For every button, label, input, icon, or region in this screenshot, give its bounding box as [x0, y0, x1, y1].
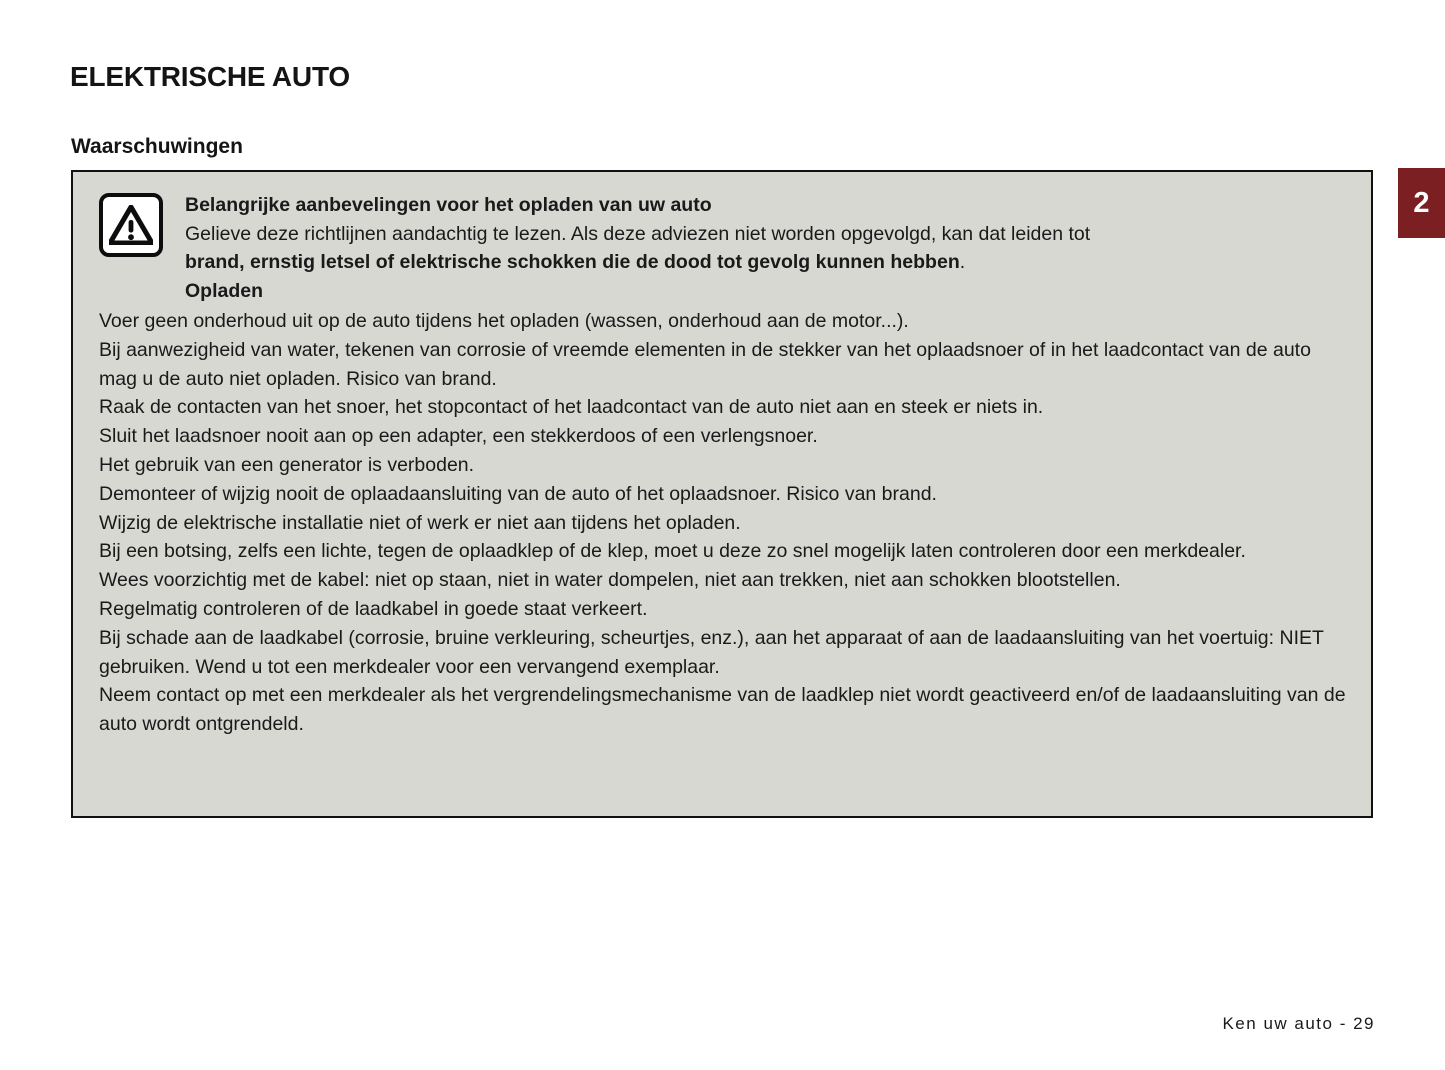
warning-paragraph: Voer geen onderhoud uit op de auto tijdens het opladen (wassen, onderhoud aan de motor...). [99, 310, 909, 332]
warning-paragraph: Bij schade aan de laadkabel (corrosie, bruine verkleuring, scheurtjes, enz.), aan het apparaat of aan de laadaansluiting van het voertuig: NIET gebruiken. Wend u tot een merkdealer voor een vervangend exemplaar. [99, 626, 1324, 678]
page-footer: Ken uw auto - 29 [1222, 1014, 1375, 1033]
warning-paragraph: Bij een botsing, zelfs een lichte, tegen de oplaadklep of de klep, moet u deze zo snel mogelijk laten controleren door een merkdealer. [99, 540, 1246, 563]
warning-intro-period: . [959, 251, 966, 273]
warning-paragraph: Raak de contacten van het snoer, het stopcontact of het laadcontact van de auto niet aan en steek er niets in. [99, 396, 1044, 419]
warning-header-text [185, 191, 1090, 305]
page-title: ELEKTRISCHE AUTO [70, 60, 350, 92]
warning-paragraph: Wijzig de elektrische installatie niet of werk er niet aan tijdens het opladen. [99, 511, 741, 534]
chapter-tab: 2 [1398, 168, 1445, 238]
warning-triangle-icon [99, 193, 163, 257]
warning-intro-line [185, 220, 1090, 249]
warning-paragraph: Neem contact op met een merkdealer als het vergrendelingsmechanisme van de laadklep niet wordt geactiveerd en/of de laadaansluiting van de auto wordt ontgrendeld. [99, 684, 1346, 736]
warning-body [73, 305, 1371, 739]
warning-paragraph: Het gebruik van een generator is verboden. [99, 453, 475, 476]
warning-paragraph: Bij aanwezigheid van water, tekenen van corrosie of vreemde elementen in de stekker van het oplaadsnoer of in het laadcontact van de auto mag u de auto niet opladen. Risico van brand. [99, 338, 1311, 390]
warning-subheading: Opladen [185, 279, 264, 302]
warning-paragraph: Sluit het laadsnoer nooit aan op een adapter, een stekkerdoos of een verlengsnoer. [99, 425, 818, 448]
warning-intro-text: Gelieve deze richtlijnen aandachtig te lezen. Als deze adviezen niet worden opgevolgd, kan dat leiden tot [185, 222, 1091, 245]
section-title: Waarschuwingen [71, 135, 243, 159]
warning-paragraph: Demonteer of wijzig nooit de oplaadaansluiting van de auto of het oplaadsnoer. Risico van brand. [99, 482, 937, 505]
warning-heading: Belangrijke aanbevelingen voor het opladen van uw auto [185, 194, 712, 216]
warning-intro-bold-line [185, 248, 1090, 277]
warning-paragraph: Wees voorzichtig met de kabel: niet op staan, niet in water dompelen, niet aan trekken, niet aan schokken blootstellen. [99, 569, 1121, 592]
warning-box [71, 170, 1373, 818]
warning-intro-bold-text: brand, ernstig letsel of elektrische schokken die de dood tot gevolg kunnen hebben [185, 251, 960, 273]
warning-header [73, 172, 1371, 305]
warning-paragraph: Regelmatig controleren of de laadkabel in goede staat verkeert. [99, 597, 648, 620]
